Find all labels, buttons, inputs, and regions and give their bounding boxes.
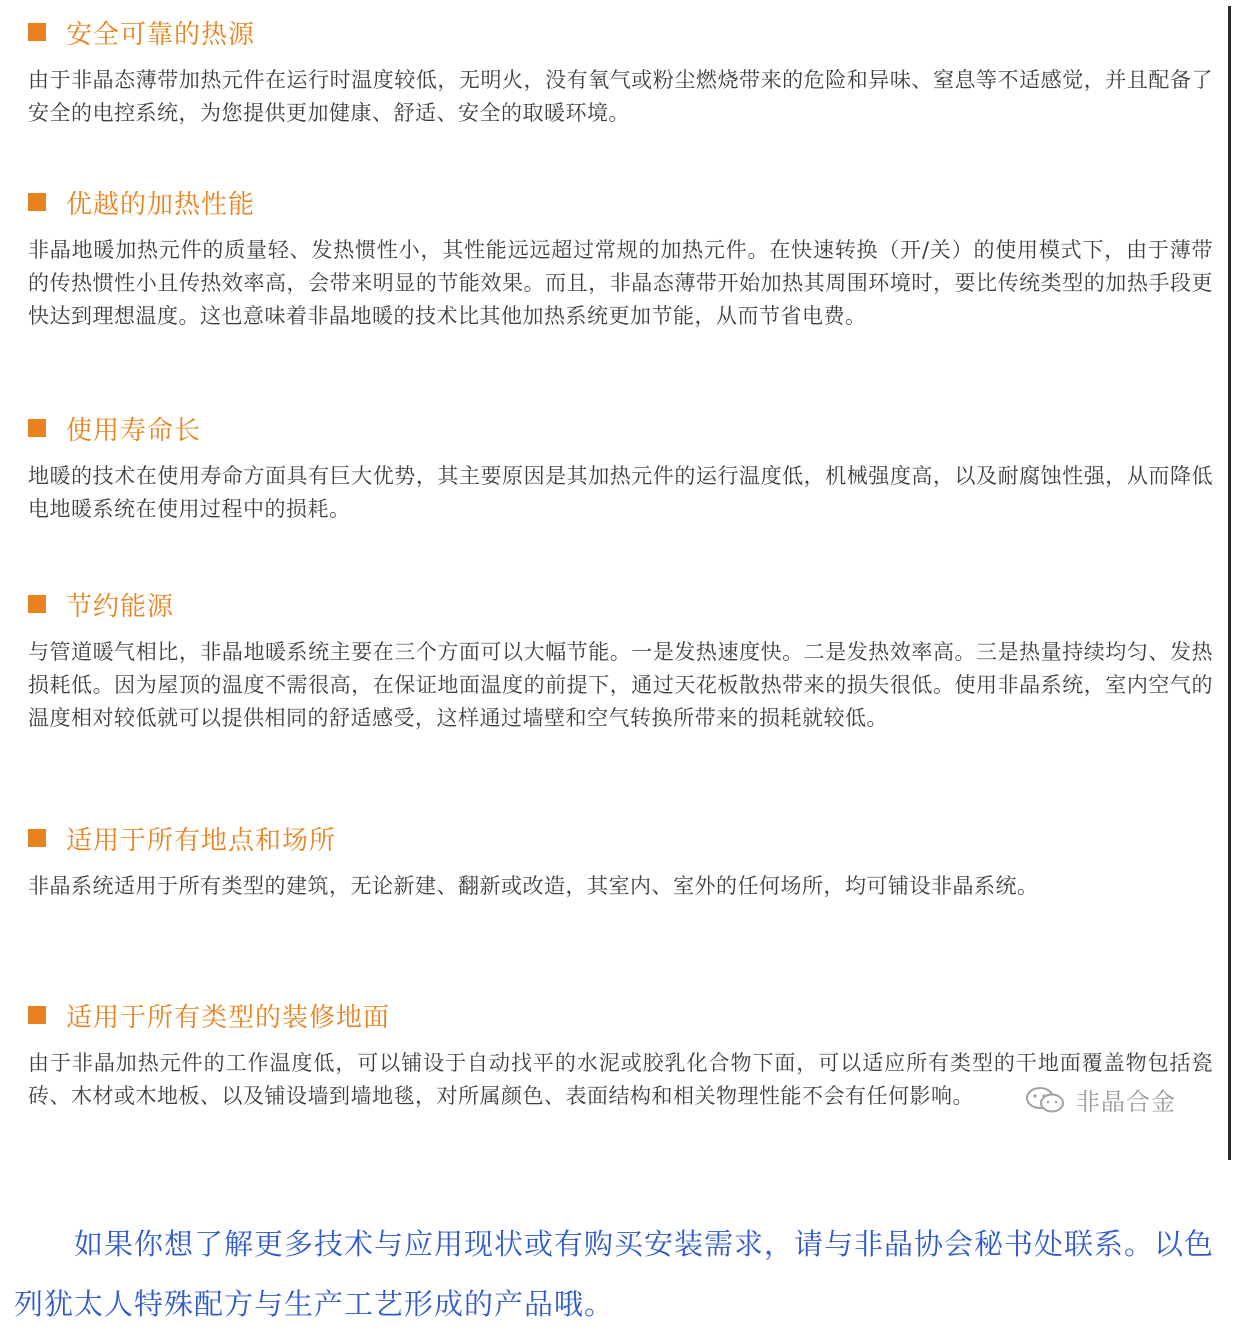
section-body: 由于非晶加热元件的工作温度低，可以铺设于自动找平的水泥或胶乳化合物下面，可以适应所有类型的干地面覆盖物包括瓷砖、木材或木地板、以及铺设墙到墙地毯，对所属颜色、表面结构和相关物理性能不会有任何影响。 — [28, 1051, 1213, 1108]
watermark-text: 非晶合金 — [1076, 1088, 1176, 1116]
section-heading — [28, 14, 1213, 50]
heading-text: 安全可靠的热源 — [66, 19, 256, 50]
section-energy-saving — [28, 586, 1213, 735]
section-safe-heat-source — [28, 14, 1213, 130]
section-body: 与管道暖气相比，非晶地暖系统主要在三个方面可以大幅节能。一是发热速度快。二是发热效率高。三是热量持续均匀、发热损耗低。因为屋顶的温度不需很高，在保证地面温度的前提下，通过天花板散热带来的损失很低。使用非晶系统，室内空气的温度相对较低就可以提供相同的舒适感受，这样通过墙壁和空气转换所带来的损耗就较低。 — [28, 640, 1213, 730]
orange-square-bullet-icon — [28, 595, 46, 613]
section-heading — [28, 820, 1213, 856]
section-all-locations — [28, 820, 1213, 903]
section-body: 非晶地暖加热元件的质量轻、发热惯性小，其性能远远超过常规的加热元件。在快速转换（开/关）的使用模式下，由于薄带的传热惯性小且传热效率高，会带来明显的节能效果。而且，非晶态薄带开始加热其周围环境时，要比传统类型的加热手段更快达到理想温度。这也意味着非晶地暖的技术比其他加热系统更加节能，从而节省电费。 — [28, 238, 1213, 328]
orange-square-bullet-icon — [28, 829, 46, 847]
footer-text: 如果你想了解更多技术与应用现状或有购买安装需求，请与非晶协会秘书处联系。以色列犹太人特殊配方与生产工艺形成的产品哦。 — [14, 1227, 1215, 1321]
section-long-service-life — [28, 410, 1213, 526]
section-body: 非晶系统适用于所有类型的建筑，无论新建、翻新或改造，其室内、室外的任何场所，均可铺设非晶系统。 — [28, 874, 1039, 898]
right-border-line — [1228, 6, 1231, 1160]
orange-square-bullet-icon — [28, 1006, 46, 1024]
heading-text: 使用寿命长 — [66, 415, 202, 446]
section-heading — [28, 997, 1213, 1033]
heading-text: 节约能源 — [66, 591, 175, 622]
section-heading — [28, 184, 1213, 220]
orange-square-bullet-icon — [28, 193, 46, 211]
section-body: 由于非晶态薄带加热元件在运行时温度较低，无明火，没有氧气或粉尘燃烧带来的危险和异味、窒息等不适感觉，并且配备了安全的电控系统，为您提供更加健康、舒适、安全的取暖环境。 — [28, 68, 1213, 125]
wechat-icon — [1024, 1085, 1068, 1115]
heading-text: 适用于所有地点和场所 — [66, 825, 337, 856]
footer-paragraph — [14, 1214, 1240, 1334]
heading-text: 适用于所有类型的装修地面 — [66, 1002, 391, 1033]
section-heading — [28, 586, 1213, 622]
heading-text: 优越的加热性能 — [66, 189, 256, 220]
section-heading — [28, 410, 1213, 446]
orange-square-bullet-icon — [28, 23, 46, 41]
orange-square-bullet-icon — [28, 419, 46, 437]
section-body: 地暖的技术在使用寿命方面具有巨大优势，其主要原因是其加热元件的运行温度低，机械强度高，以及耐腐蚀性强，从而降低电地暖系统在使用过程中的损耗。 — [28, 464, 1213, 521]
section-heating-performance — [28, 184, 1213, 333]
watermark — [1018, 1080, 1182, 1119]
